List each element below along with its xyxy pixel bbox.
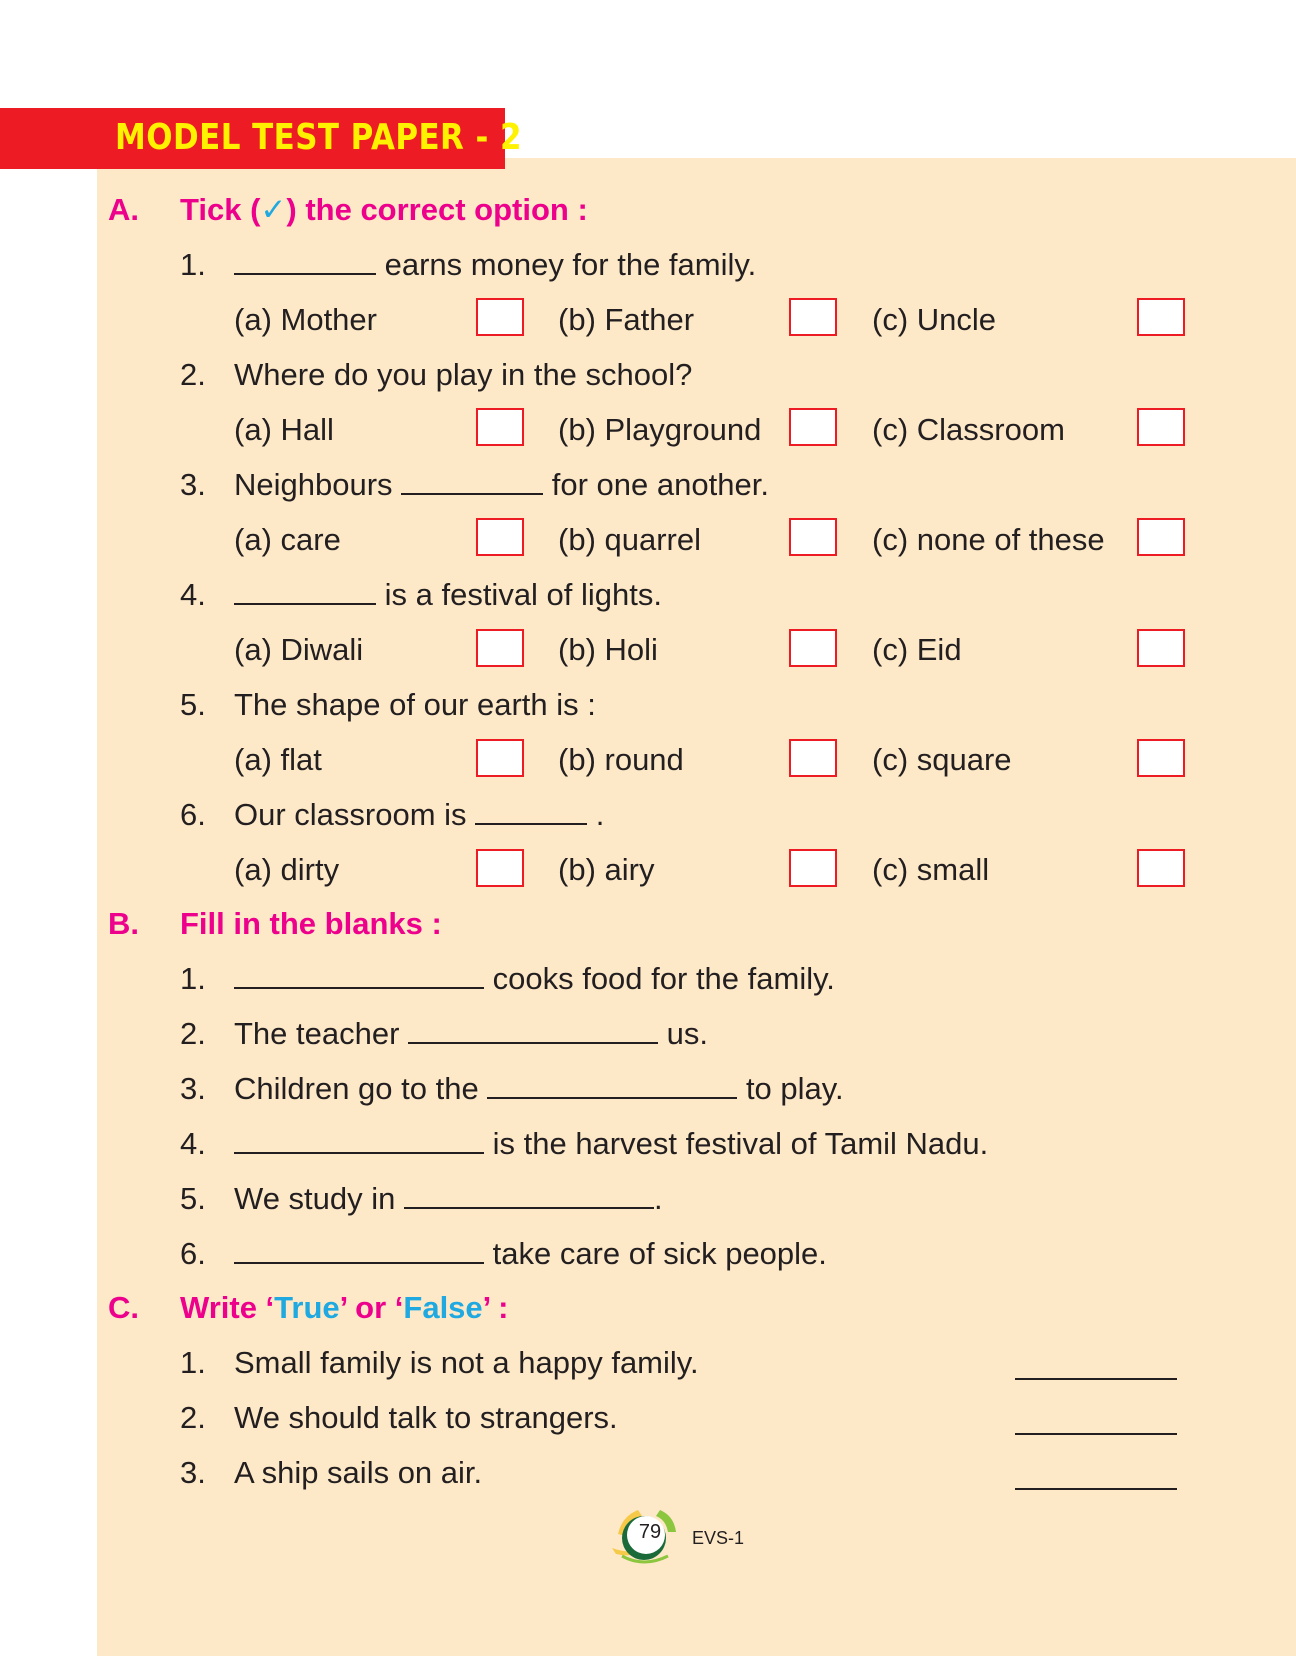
checkbox[interactable] xyxy=(789,408,837,446)
item-number: 1. xyxy=(180,1345,206,1380)
checkbox[interactable] xyxy=(1137,739,1185,777)
checkbox[interactable] xyxy=(1137,629,1185,667)
checkbox[interactable] xyxy=(789,298,837,336)
checkbox[interactable] xyxy=(1137,408,1185,446)
answer-blank[interactable] xyxy=(487,1069,737,1099)
answer-blank[interactable] xyxy=(475,795,587,825)
book-label: EVS-1 xyxy=(692,1528,745,1548)
answer-blank[interactable] xyxy=(408,1014,658,1044)
item-number: 3. xyxy=(180,1455,206,1490)
option-a: (a) dirty xyxy=(234,852,340,887)
option-a: (a) Hall xyxy=(234,412,334,447)
question-text: Our classroom is . xyxy=(234,797,605,832)
fill-blank-sentence: cooks food for the family. xyxy=(234,959,835,999)
question-number: 3. xyxy=(180,467,206,502)
checkbox[interactable] xyxy=(476,298,524,336)
section-c-letter: C. xyxy=(108,1290,139,1325)
option-b: (b) airy xyxy=(558,852,655,887)
option-b: (b) round xyxy=(558,742,684,777)
checkbox[interactable] xyxy=(789,518,837,556)
option-c: (c) small xyxy=(872,852,990,887)
item-number: 2. xyxy=(180,1400,206,1435)
statement-text: We should talk to strangers. xyxy=(234,1400,618,1435)
answer-line[interactable] xyxy=(1015,1486,1177,1490)
question-text: Neighbours for one another. xyxy=(234,467,769,502)
item-number: 4. xyxy=(180,1126,206,1161)
answer-blank[interactable] xyxy=(234,245,376,275)
option-a: (a) Mother xyxy=(234,302,377,337)
question-text: Where do you play in the school? xyxy=(234,357,693,392)
answer-line[interactable] xyxy=(1015,1431,1177,1435)
checkbox[interactable] xyxy=(476,518,524,556)
question-text: is a festival of lights. xyxy=(234,575,662,615)
item-number: 3. xyxy=(180,1071,206,1106)
checkbox[interactable] xyxy=(1137,298,1185,336)
option-a: (a) flat xyxy=(234,742,322,777)
section-b-title: Fill in the blanks : xyxy=(180,906,442,941)
answer-blank[interactable] xyxy=(234,959,484,989)
question-number: 5. xyxy=(180,687,206,722)
section-a-title: Tick (✓) the correct option : xyxy=(180,192,588,227)
option-c: (c) none of these xyxy=(872,522,1105,557)
page-number: 79 xyxy=(638,1521,662,1543)
answer-blank[interactable] xyxy=(401,465,543,495)
checkbox[interactable] xyxy=(476,739,524,777)
question-number: 6. xyxy=(180,797,206,832)
fill-blank-sentence: is the harvest festival of Tamil Nadu. xyxy=(234,1124,988,1164)
option-c: (c) Eid xyxy=(872,632,962,667)
fill-blank-sentence: We study in . xyxy=(234,1181,663,1216)
option-c: (c) Classroom xyxy=(872,412,1065,447)
option-b: (b) Holi xyxy=(558,632,658,667)
fill-blank-sentence: Children go to the to play. xyxy=(234,1071,844,1106)
section-a-letter: A. xyxy=(108,192,139,227)
question-number: 4. xyxy=(180,577,206,612)
question-text: earns money for the family. xyxy=(234,245,756,285)
option-b: (b) Playground xyxy=(558,412,762,447)
question-text: The shape of our earth is : xyxy=(234,687,596,722)
answer-blank[interactable] xyxy=(234,575,376,605)
statement-text: Small family is not a happy family. xyxy=(234,1345,699,1380)
fill-blank-sentence: The teacher us. xyxy=(234,1016,709,1051)
checkbox[interactable] xyxy=(789,849,837,887)
answer-blank[interactable] xyxy=(234,1234,484,1264)
section-b-letter: B. xyxy=(108,906,139,941)
item-number: 6. xyxy=(180,1236,206,1271)
option-b: (b) Father xyxy=(558,302,695,337)
option-a: (a) care xyxy=(234,522,341,557)
item-number: 2. xyxy=(180,1016,206,1051)
option-c: (c) Uncle xyxy=(872,302,997,337)
checkbox[interactable] xyxy=(789,739,837,777)
checkbox[interactable] xyxy=(1137,518,1185,556)
option-b: (b) quarrel xyxy=(558,522,701,557)
checkbox[interactable] xyxy=(1137,849,1185,887)
fill-blank-sentence: take care of sick people. xyxy=(234,1234,827,1274)
answer-line[interactable] xyxy=(1015,1376,1177,1380)
answer-blank[interactable] xyxy=(234,1124,484,1154)
tick-icon: ✓ xyxy=(260,192,287,227)
statement-text: A ship sails on air. xyxy=(234,1455,483,1490)
page-title: MODEL TEST PAPER - 2 xyxy=(115,117,522,158)
item-number: 5. xyxy=(180,1181,206,1216)
checkbox[interactable] xyxy=(476,408,524,446)
question-number: 1. xyxy=(180,247,206,282)
checkbox[interactable] xyxy=(476,849,524,887)
question-number: 2. xyxy=(180,357,206,392)
item-number: 1. xyxy=(180,961,206,996)
option-a: (a) Diwali xyxy=(234,632,364,667)
checkbox[interactable] xyxy=(789,629,837,667)
section-c-title: Write ‘True’ or ‘False’ : xyxy=(180,1290,509,1325)
option-c: (c) square xyxy=(872,742,1012,777)
checkbox[interactable] xyxy=(476,629,524,667)
answer-blank[interactable] xyxy=(404,1179,654,1209)
